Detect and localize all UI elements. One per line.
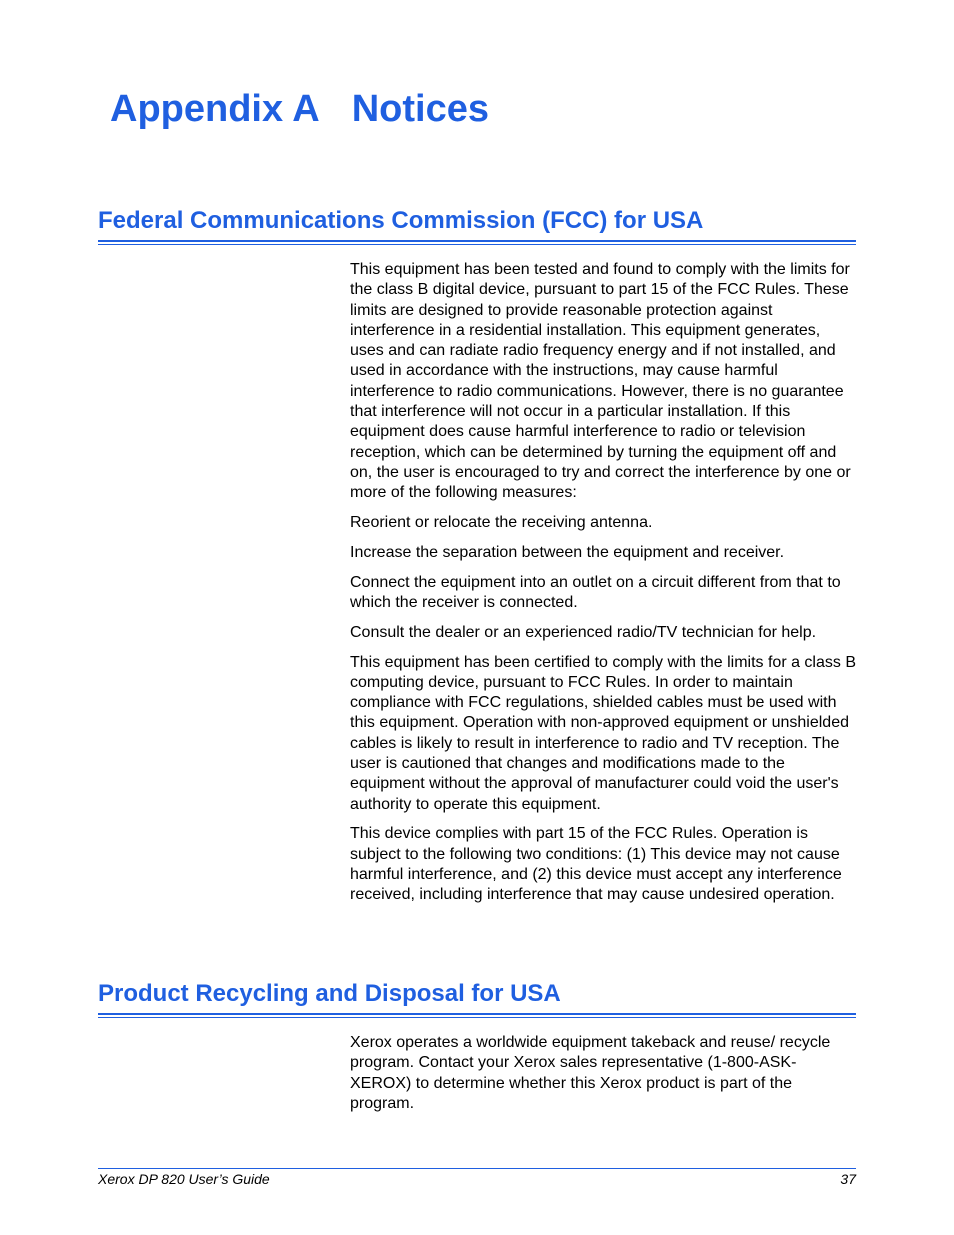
fcc-heading-rule-thin (98, 244, 856, 245)
footer-guide-title: Xerox DP 820 User’s Guide (98, 1171, 270, 1187)
recycling-heading-rule (98, 1013, 856, 1015)
fcc-section-header (98, 206, 856, 245)
fcc-paragraph: Connect the equipment into an outlet on a circuit different from that to which the receiver is connected. (350, 573, 841, 611)
recycling-heading: Product Recycling and Disposal for USA (98, 980, 561, 1007)
fcc-paragraph: Reorient or relocate the receiving antenna. (350, 514, 653, 532)
recycling-heading-rule-thin (98, 1017, 856, 1018)
recycling-section-header (98, 979, 856, 1018)
recycling-body (350, 1033, 856, 1124)
fcc-paragraph: This device complies with part 15 of the FCC Rules. Operation is subject to the following two conditions: (1) This device may not cause harmful interference, and (2) this device must accept any interference received, including interference that may cause undesired operation. (350, 825, 842, 904)
fcc-heading: Federal Communications Commission (FCC) for USA (98, 207, 704, 234)
fcc-paragraph: Increase the separation between the equipment and receiver. (350, 543, 785, 561)
chapter-name: Notices (351, 88, 489, 130)
footer-rule (98, 1168, 856, 1169)
chapter-title (110, 88, 489, 131)
footer-page-number: 37 (840, 1171, 856, 1187)
fcc-paragraph: This equipment has been tested and found to comply with the limits for the class B digital device, pursuant to part 15 of the FCC Rules. These limits are designed to provide reasonable protection against interference in a residential installation. This equipment generates, uses and can radiate radio frequency energy and if not installed, and used in accordance with the instructions, may cause harmful interference to radio communications. However, there is no guarantee that interference will not occur in a particular installation. If this equipment does cause harmful interference to radio or television reception, which can be determined by turning the equipment off and on, the user is encouraged to try and correct the interference by one or more of the following measures: (350, 261, 851, 502)
fcc-body (350, 260, 856, 915)
fcc-heading-rule (98, 240, 856, 242)
chapter-number: Appendix A (110, 88, 320, 130)
fcc-paragraph: This equipment has been certified to comply with the limits for a class B computing device, pursuant to FCC Rules. In order to maintain compliance with FCC regulations, shielded cables must be used with this equipment. Operation with non-approved equipment or unshielded cables is likely to result in interference to radio and TV reception. The user is cautioned that changes and modifications made to the equipment without the approval of manufacturer could void the user's authority to operate this equipment. (350, 653, 856, 813)
recycling-paragraph: Xerox operates a worldwide equipment takeback and reuse/ recycle program. Contact your Xerox sales representative (1-800-ASK-XEROX) to determine whether this Xerox product is part of the program. (350, 1034, 831, 1112)
fcc-paragraph: Consult the dealer or an experienced radio/TV technician for help. (350, 623, 817, 641)
